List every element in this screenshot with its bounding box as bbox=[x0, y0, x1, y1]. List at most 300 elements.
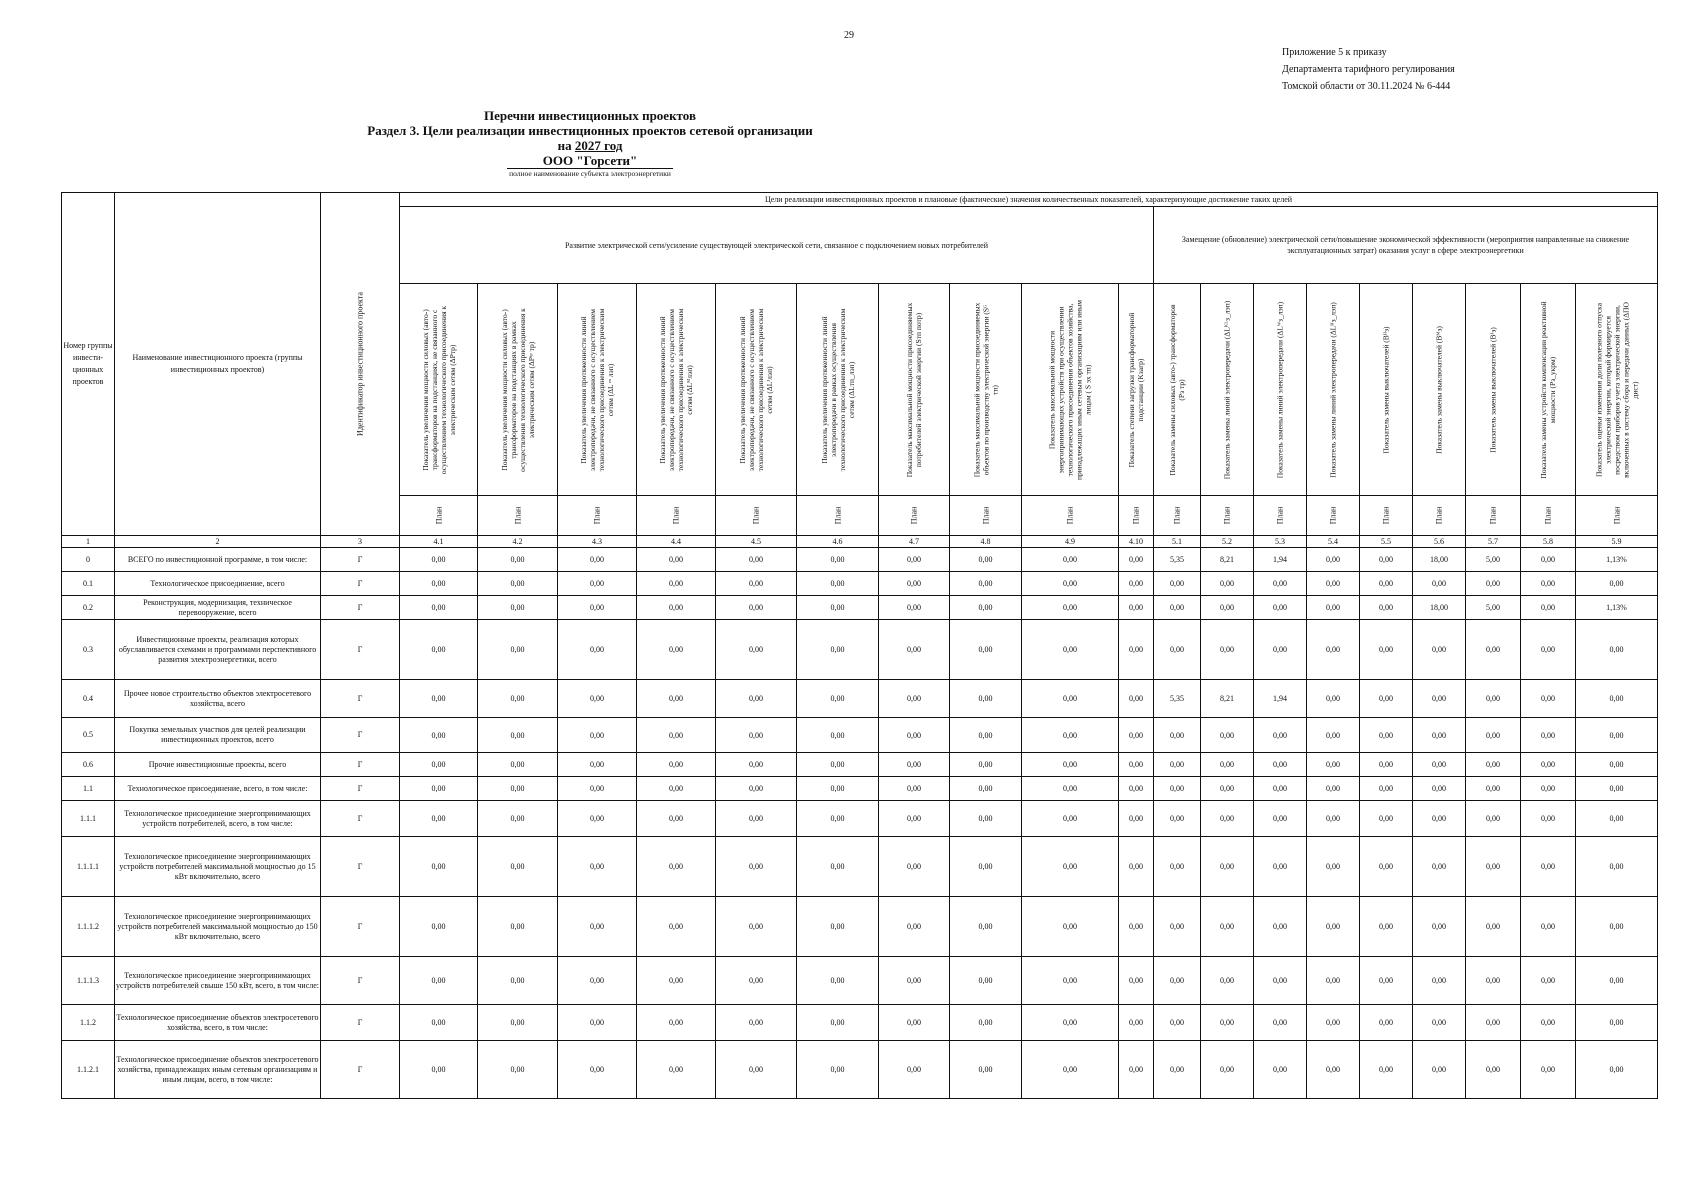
row-value: 0,00 bbox=[1154, 620, 1201, 680]
row-value: 0,00 bbox=[1521, 596, 1576, 620]
plan-label-text: План bbox=[592, 506, 602, 525]
indicator-header-4-7 bbox=[879, 284, 950, 496]
row-value: 0,00 bbox=[1154, 753, 1201, 777]
header-group-replacement: Замещение (обновление) электрической сети/повышение экономической эффективности (мероприятия направленные на снижение эксплуатационных затрат) оказания услуг в сфере электроэнергетики bbox=[1154, 207, 1658, 284]
row-value: 0,00 bbox=[797, 801, 879, 837]
row-value: 0,00 bbox=[879, 680, 950, 718]
column-number: 5.7 bbox=[1466, 536, 1521, 548]
indicator-header-4-3 bbox=[558, 284, 637, 496]
row-value: 0,00 bbox=[879, 620, 950, 680]
header-row-top bbox=[62, 193, 1658, 207]
row-value: 0,00 bbox=[558, 1041, 637, 1099]
row-identifier: Г bbox=[321, 957, 400, 1005]
row-value: 0,00 bbox=[1201, 753, 1254, 777]
plan-label-text: План bbox=[1222, 506, 1232, 525]
row-number: 0.5 bbox=[62, 718, 115, 753]
row-value: 0,00 bbox=[1254, 1041, 1307, 1099]
row-value: 0,00 bbox=[1254, 718, 1307, 753]
row-number: 0.3 bbox=[62, 620, 115, 680]
column-number: 4.2 bbox=[478, 536, 558, 548]
row-number: 0.6 bbox=[62, 753, 115, 777]
row-value: 0,00 bbox=[1307, 837, 1360, 897]
row-value: 0,00 bbox=[400, 718, 478, 753]
row-value: 0,00 bbox=[1466, 1041, 1521, 1099]
row-value: 0,00 bbox=[558, 596, 637, 620]
row-value: 0,00 bbox=[1254, 753, 1307, 777]
row-value: 0,00 bbox=[478, 596, 558, 620]
row-value: 0,00 bbox=[879, 957, 950, 1005]
row-value: 0,00 bbox=[1119, 801, 1154, 837]
row-name: Инвестиционные проекты, реализация которых обуславливается схемами и программами перспективного развития электроэнергетики, всего bbox=[115, 620, 321, 680]
row-identifier: Г bbox=[321, 548, 400, 572]
column-number: 5.2 bbox=[1201, 536, 1254, 548]
row-value: 0,00 bbox=[1521, 718, 1576, 753]
row-value: 0,00 bbox=[950, 1041, 1022, 1099]
row-value: 0,00 bbox=[950, 718, 1022, 753]
row-value: 0,00 bbox=[716, 680, 797, 718]
row-value: 0,00 bbox=[716, 837, 797, 897]
plan-label-text: План bbox=[1275, 506, 1285, 525]
row-value: 0,00 bbox=[1119, 718, 1154, 753]
plan-label bbox=[1360, 496, 1413, 536]
header-group-development: Развитие электрической сети/усиление существующей электрической сети, связанное с подключением новых потребителей bbox=[400, 207, 1154, 284]
row-value: 0,00 bbox=[797, 897, 879, 957]
row-value: 0,00 bbox=[1254, 897, 1307, 957]
plan-label bbox=[1576, 496, 1658, 536]
row-value: 0,00 bbox=[1307, 1041, 1360, 1099]
row-value: 0,00 bbox=[1154, 777, 1201, 801]
row-value: 0,00 bbox=[1201, 957, 1254, 1005]
organization-name: ООО "Горсети" bbox=[507, 153, 673, 169]
row-value: 0,00 bbox=[1119, 680, 1154, 718]
row-value: 5,35 bbox=[1154, 680, 1201, 718]
row-value: 0,00 bbox=[1201, 1005, 1254, 1041]
row-value: 0,00 bbox=[1022, 718, 1119, 753]
indicator-header-text: Показатель увеличения мощности силовых (авто-) трансформаторов на подстанциях в рамках осуществления технологического присоединения к электрическим сетям (ΔPᵗᵖ тр) bbox=[499, 307, 536, 472]
indicator-header-text: Показатель увеличения протяженности линий электропередачи в рамках осуществления технологического присоединения к электрическим сетям (ΔLтп_лэп) bbox=[819, 308, 856, 471]
column-number: 4.3 bbox=[558, 536, 637, 548]
row-number: 0 bbox=[62, 548, 115, 572]
header-row-column-numbers bbox=[62, 536, 1658, 548]
row-identifier: Г bbox=[321, 753, 400, 777]
row-name: Прочее новое строительство объектов электросетевого хозяйства, всего bbox=[115, 680, 321, 718]
row-value: 0,00 bbox=[950, 572, 1022, 596]
row-value: 0,00 bbox=[1119, 897, 1154, 957]
row-value: 0,00 bbox=[637, 596, 716, 620]
indicator-header-text: Показатель замены линий электропередачи (ΔLᴴз_лэп) bbox=[1328, 301, 1338, 478]
row-value: 0,00 bbox=[1119, 596, 1154, 620]
row-name: Технологическое присоединение, всего bbox=[115, 572, 321, 596]
indicator-header-text: Показатель замены устройств компенсации реактивной мощности (Pз_укрм) bbox=[1539, 300, 1557, 479]
row-value: 0,00 bbox=[637, 801, 716, 837]
row-value: 5,00 bbox=[1466, 596, 1521, 620]
row-value: 0,00 bbox=[1154, 957, 1201, 1005]
row-value: 0,00 bbox=[1521, 680, 1576, 718]
row-value: 0,00 bbox=[1307, 801, 1360, 837]
row-value: 0,00 bbox=[1254, 596, 1307, 620]
row-value: 0,00 bbox=[797, 777, 879, 801]
row-value: 0,00 bbox=[879, 837, 950, 897]
column-number: 2 bbox=[115, 536, 321, 548]
row-value: 0,00 bbox=[400, 572, 478, 596]
row-value: 0,00 bbox=[1521, 837, 1576, 897]
row-value: 0,00 bbox=[797, 596, 879, 620]
row-value: 0,00 bbox=[797, 1005, 879, 1041]
row-value: 0,00 bbox=[1201, 837, 1254, 897]
row-value: 0,00 bbox=[1022, 753, 1119, 777]
plan-label-text: План bbox=[1381, 506, 1391, 525]
row-value: 0,00 bbox=[1413, 1005, 1466, 1041]
plan-label bbox=[797, 496, 879, 536]
row-value: 0,00 bbox=[1022, 1005, 1119, 1041]
table-row bbox=[62, 897, 1658, 957]
row-value: 0,00 bbox=[478, 718, 558, 753]
row-value: 0,00 bbox=[558, 1005, 637, 1041]
row-value: 0,00 bbox=[1576, 897, 1658, 957]
row-value: 0,00 bbox=[1119, 572, 1154, 596]
row-value: 5,00 bbox=[1466, 548, 1521, 572]
row-value: 0,00 bbox=[797, 548, 879, 572]
row-value: 0,00 bbox=[797, 680, 879, 718]
indicator-header-5-1 bbox=[1154, 284, 1201, 496]
row-value: 0,00 bbox=[1201, 718, 1254, 753]
row-identifier: Г bbox=[321, 837, 400, 897]
header-project-name: Наименование инвестиционного проекта (группы инвестиционных проектов) bbox=[115, 193, 321, 536]
column-number: 4.9 bbox=[1022, 536, 1119, 548]
column-number: 4.8 bbox=[950, 536, 1022, 548]
row-value: 0,00 bbox=[1576, 1005, 1658, 1041]
row-value: 5,35 bbox=[1154, 548, 1201, 572]
plan-label bbox=[950, 496, 1022, 536]
plan-label bbox=[716, 496, 797, 536]
row-value: 0,00 bbox=[1576, 777, 1658, 801]
row-value: 0,00 bbox=[1201, 801, 1254, 837]
row-value: 0,00 bbox=[797, 753, 879, 777]
row-value: 0,00 bbox=[478, 801, 558, 837]
row-value: 0,00 bbox=[400, 1005, 478, 1041]
header-goals: Цели реализации инвестиционных проектов и плановые (фактические) значения количественных показателей, характеризующие достижение таких целей bbox=[400, 193, 1658, 207]
indicator-header-text: Показатель увеличения мощности силовых (авто-) трансформаторов на подстанциях, не связанного с осуществлением технологического присоединения к электрическим сетям (ΔPтр) bbox=[420, 305, 457, 474]
title-year-line bbox=[330, 138, 850, 153]
plan-label-text: План bbox=[671, 506, 681, 525]
row-value: 0,00 bbox=[950, 680, 1022, 718]
row-value: 0,00 bbox=[1521, 620, 1576, 680]
plan-label-text: План bbox=[1131, 506, 1141, 525]
table-row bbox=[62, 596, 1658, 620]
row-value: 0,00 bbox=[1413, 777, 1466, 801]
plan-label-text: План bbox=[1065, 506, 1075, 525]
plan-label bbox=[400, 496, 478, 536]
column-number: 5.4 bbox=[1307, 536, 1360, 548]
row-value: 0,00 bbox=[400, 777, 478, 801]
row-value: 0,00 bbox=[1576, 1041, 1658, 1099]
plan-label-text: План bbox=[1434, 506, 1444, 525]
row-name: Технологическое присоединение объектов электросетевого хозяйства, всего, в том числе: bbox=[115, 1005, 321, 1041]
row-name: Технологическое присоединение энергопринимающих устройств потребителей максимальной мощностью до 15 кВт включительно, всего bbox=[115, 837, 321, 897]
indicator-header-text: Показатель замены линий электропередачи (ΔLᵂз_лэп) bbox=[1275, 301, 1285, 478]
title-line-2: Раздел 3. Цели реализации инвестиционных проектов сетевой организации bbox=[367, 123, 813, 138]
row-value: 0,00 bbox=[478, 620, 558, 680]
row-value: 0,00 bbox=[1360, 897, 1413, 957]
row-value: 0,00 bbox=[400, 837, 478, 897]
indicator-header-text: Показатель максимальной мощности присоединяемых объектов по производству электрической энергии (Sᴳ тп) bbox=[972, 302, 999, 477]
row-name: Технологическое присоединение, всего, в том числе: bbox=[115, 777, 321, 801]
row-value: 0,00 bbox=[1413, 957, 1466, 1005]
indicator-header-4-4 bbox=[637, 284, 716, 496]
indicator-header-text: Показатель увеличения протяженности линий электропередачи, не связанного с осуществлением технологического присоединения к электрическим сетям (ΔLᴶлэп) bbox=[738, 308, 774, 471]
indicator-header-4-9 bbox=[1022, 284, 1119, 496]
row-value: 0,00 bbox=[1201, 596, 1254, 620]
plan-label-text: План bbox=[1488, 506, 1498, 525]
row-value: 0,00 bbox=[1466, 680, 1521, 718]
indicator-header-text: Показатель замены выключателей (Bᴹз) bbox=[1434, 325, 1444, 454]
row-value: 0,00 bbox=[1307, 572, 1360, 596]
appendix-line-1: Приложение 5 к приказу bbox=[1282, 47, 1387, 58]
row-value: 0,00 bbox=[1360, 837, 1413, 897]
row-value: 0,00 bbox=[1119, 777, 1154, 801]
row-number: 1.1.1.2 bbox=[62, 897, 115, 957]
row-value: 0,00 bbox=[1119, 620, 1154, 680]
row-value: 0,00 bbox=[950, 957, 1022, 1005]
appendix-note bbox=[1282, 44, 1455, 95]
row-value: 0,00 bbox=[637, 680, 716, 718]
row-identifier: Г bbox=[321, 718, 400, 753]
row-name: ВСЕГО по инвестиционной программе, в том числе: bbox=[115, 548, 321, 572]
row-value: 0,00 bbox=[716, 718, 797, 753]
row-value: 0,00 bbox=[1307, 777, 1360, 801]
row-value: 0,00 bbox=[950, 596, 1022, 620]
row-value: 0,00 bbox=[1576, 753, 1658, 777]
row-identifier: Г bbox=[321, 1041, 400, 1099]
row-value: 1,13% bbox=[1576, 548, 1658, 572]
plan-label-text: План bbox=[980, 506, 990, 525]
row-value: 0,00 bbox=[1360, 957, 1413, 1005]
row-value: 0,00 bbox=[1521, 1041, 1576, 1099]
row-value: 0,00 bbox=[1521, 1005, 1576, 1041]
row-value: 0,00 bbox=[1576, 801, 1658, 837]
row-value: 0,00 bbox=[637, 718, 716, 753]
row-value: 0,00 bbox=[558, 572, 637, 596]
plan-label-text: План bbox=[909, 506, 919, 525]
row-name: Технологическое присоединение объектов электросетевого хозяйства, принадлежащих иным сетевым организациям и иным лицам, всего, в том числе: bbox=[115, 1041, 321, 1099]
row-value: 0,00 bbox=[1201, 777, 1254, 801]
table-row bbox=[62, 718, 1658, 753]
row-value: 0,00 bbox=[1307, 1005, 1360, 1041]
row-value: 0,00 bbox=[1413, 801, 1466, 837]
row-value: 0,00 bbox=[1466, 837, 1521, 897]
row-value: 0,00 bbox=[1413, 837, 1466, 897]
row-value: 0,00 bbox=[1466, 777, 1521, 801]
row-value: 0,00 bbox=[950, 897, 1022, 957]
row-value: 0,00 bbox=[1154, 801, 1201, 837]
row-value: 0,00 bbox=[1201, 897, 1254, 957]
row-value: 0,00 bbox=[637, 837, 716, 897]
row-value: 18,00 bbox=[1413, 548, 1466, 572]
row-value: 1,13% bbox=[1576, 596, 1658, 620]
row-value: 0,00 bbox=[400, 680, 478, 718]
row-value: 0,00 bbox=[1413, 620, 1466, 680]
row-value: 0,00 bbox=[478, 837, 558, 897]
column-number: 5.1 bbox=[1154, 536, 1201, 548]
row-value: 0,00 bbox=[716, 753, 797, 777]
row-value: 0,00 bbox=[558, 548, 637, 572]
row-value: 0,00 bbox=[1022, 777, 1119, 801]
row-value: 0,00 bbox=[1022, 801, 1119, 837]
indicator-header-4-8 bbox=[950, 284, 1022, 496]
row-value: 0,00 bbox=[1576, 620, 1658, 680]
row-value: 0,00 bbox=[558, 777, 637, 801]
row-value: 0,00 bbox=[478, 548, 558, 572]
row-value: 0,00 bbox=[1360, 596, 1413, 620]
row-value: 0,00 bbox=[879, 897, 950, 957]
row-value: 0,00 bbox=[1521, 801, 1576, 837]
appendix-line-2: Департамента тарифного регулирования bbox=[1282, 64, 1455, 75]
indicator-header-text: Показатель увеличения протяженности линий электропередачи, не связанного с осуществлением технологического присоединения к электрическим сетям (ΔLᴹлэп) bbox=[658, 308, 694, 471]
title-line-1: Перечни инвестиционных проектов bbox=[484, 108, 696, 123]
column-number: 5.5 bbox=[1360, 536, 1413, 548]
indicator-header-4-6 bbox=[797, 284, 879, 496]
row-name: Реконструкция, модернизация, техническое перевооружение, всего bbox=[115, 596, 321, 620]
row-value: 0,00 bbox=[1466, 1005, 1521, 1041]
row-value: 0,00 bbox=[1119, 1041, 1154, 1099]
row-identifier: Г bbox=[321, 572, 400, 596]
row-value: 0,00 bbox=[1022, 620, 1119, 680]
row-value: 0,00 bbox=[558, 718, 637, 753]
row-number: 1.1.1.1 bbox=[62, 837, 115, 897]
row-value: 0,00 bbox=[558, 957, 637, 1005]
row-value: 0,00 bbox=[1254, 777, 1307, 801]
row-value: 0,00 bbox=[1022, 1041, 1119, 1099]
row-value: 0,00 bbox=[1360, 620, 1413, 680]
column-number: 4.7 bbox=[879, 536, 950, 548]
row-number: 0.1 bbox=[62, 572, 115, 596]
indicator-header-5-4 bbox=[1307, 284, 1360, 496]
row-value: 0,00 bbox=[637, 548, 716, 572]
row-value: 0,00 bbox=[478, 777, 558, 801]
row-value: 0,00 bbox=[1521, 572, 1576, 596]
row-value: 0,00 bbox=[637, 620, 716, 680]
row-value: 0,00 bbox=[1576, 718, 1658, 753]
row-value: 0,00 bbox=[1360, 801, 1413, 837]
indicator-header-5-2 bbox=[1201, 284, 1254, 496]
row-value: 0,00 bbox=[478, 680, 558, 718]
row-value: 0,00 bbox=[1413, 718, 1466, 753]
row-value: 0,00 bbox=[1022, 596, 1119, 620]
row-value: 0,00 bbox=[478, 1041, 558, 1099]
row-value: 0,00 bbox=[1466, 620, 1521, 680]
table-row bbox=[62, 1041, 1658, 1099]
plan-label bbox=[1466, 496, 1521, 536]
table-row bbox=[62, 1005, 1658, 1041]
row-identifier: Г bbox=[321, 1005, 400, 1041]
row-value: 0,00 bbox=[797, 957, 879, 1005]
row-value: 0,00 bbox=[1307, 897, 1360, 957]
row-value: 0,00 bbox=[1521, 957, 1576, 1005]
column-number: 5.3 bbox=[1254, 536, 1307, 548]
row-value: 0,00 bbox=[1307, 753, 1360, 777]
row-value: 0,00 bbox=[716, 777, 797, 801]
row-value: 0,00 bbox=[637, 1005, 716, 1041]
row-value: 0,00 bbox=[400, 620, 478, 680]
indicator-header-5-3 bbox=[1254, 284, 1307, 496]
row-value: 0,00 bbox=[950, 548, 1022, 572]
row-value: 0,00 bbox=[1307, 680, 1360, 718]
row-value: 0,00 bbox=[558, 680, 637, 718]
row-value: 0,00 bbox=[1201, 572, 1254, 596]
indicator-header-text: Показатель максимальной мощности присоединяемых потребителей электрической энергии (Sтп потр) bbox=[905, 302, 923, 477]
row-value: 0,00 bbox=[478, 1005, 558, 1041]
header-project-id bbox=[321, 193, 400, 536]
row-value: 0,00 bbox=[558, 753, 637, 777]
row-value: 0,00 bbox=[1413, 680, 1466, 718]
row-value: 18,00 bbox=[1413, 596, 1466, 620]
row-value: 0,00 bbox=[637, 777, 716, 801]
row-value: 0,00 bbox=[1521, 897, 1576, 957]
indicator-header-5-9 bbox=[1576, 284, 1658, 496]
plan-label bbox=[637, 496, 716, 536]
row-value: 0,00 bbox=[879, 596, 950, 620]
indicator-header-4-1 bbox=[400, 284, 478, 496]
row-value: 0,00 bbox=[1521, 548, 1576, 572]
row-value: 0,00 bbox=[1119, 753, 1154, 777]
row-value: 0,00 bbox=[1360, 753, 1413, 777]
row-value: 0,00 bbox=[1307, 957, 1360, 1005]
plan-label bbox=[478, 496, 558, 536]
row-value: 0,00 bbox=[1521, 777, 1576, 801]
row-value: 0,00 bbox=[950, 620, 1022, 680]
organization-caption: полное наименование субъекта электроэнергетики bbox=[509, 169, 671, 178]
row-value: 0,00 bbox=[879, 548, 950, 572]
row-value: 0,00 bbox=[1254, 620, 1307, 680]
indicator-header-text: Показатель максимальной мощности энергопринимающих устройств при осуществлении технологического присоединения объектов хозяйства, принадлежащих иным сетевым организациям или иным лицам ( S эх тп) bbox=[1047, 299, 1093, 480]
appendix-line-3: Томской области от 30.11.2024 № 6-444 bbox=[1282, 81, 1451, 92]
column-number: 5.8 bbox=[1521, 536, 1576, 548]
row-value: 0,00 bbox=[1413, 572, 1466, 596]
row-value: 0,00 bbox=[478, 753, 558, 777]
row-name: Технологическое присоединение энергопринимающих устройств потребителей свыше 150 кВт, всего, в том числе: bbox=[115, 957, 321, 1005]
table-row bbox=[62, 548, 1658, 572]
row-value: 0,00 bbox=[637, 957, 716, 1005]
plan-label bbox=[1521, 496, 1576, 536]
row-value: 0,00 bbox=[1022, 897, 1119, 957]
row-number: 1.1 bbox=[62, 777, 115, 801]
row-value: 0,00 bbox=[716, 1041, 797, 1099]
row-value: 0,00 bbox=[950, 753, 1022, 777]
row-value: 0,00 bbox=[1154, 837, 1201, 897]
indicator-header-4-2 bbox=[478, 284, 558, 496]
indicator-header-text: Показатель оценки изменения доли полезного отпуска электрической энергии, который формируется посредством приборов учета электрической энергии, включенных в систему сбора и передачи данных (ΔПО дист) bbox=[1594, 301, 1639, 478]
table-row bbox=[62, 680, 1658, 718]
row-value: 0,00 bbox=[1254, 837, 1307, 897]
row-value: 0,00 bbox=[1154, 572, 1201, 596]
row-identifier: Г bbox=[321, 596, 400, 620]
row-value: 0,00 bbox=[950, 777, 1022, 801]
row-value: 0,00 bbox=[1254, 957, 1307, 1005]
plan-label-text: План bbox=[1543, 506, 1553, 525]
row-value: 0,00 bbox=[1576, 957, 1658, 1005]
row-value: 0,00 bbox=[1254, 1005, 1307, 1041]
plan-label bbox=[1022, 496, 1119, 536]
row-value: 0,00 bbox=[558, 837, 637, 897]
row-value: 0,00 bbox=[1201, 1041, 1254, 1099]
title-org-line bbox=[330, 153, 850, 169]
row-value: 0,00 bbox=[637, 753, 716, 777]
indicator-header-5-8 bbox=[1521, 284, 1576, 496]
row-value: 0,00 bbox=[797, 718, 879, 753]
row-value: 0,00 bbox=[637, 897, 716, 957]
row-value: 0,00 bbox=[1360, 1005, 1413, 1041]
column-number: 1 bbox=[62, 536, 115, 548]
